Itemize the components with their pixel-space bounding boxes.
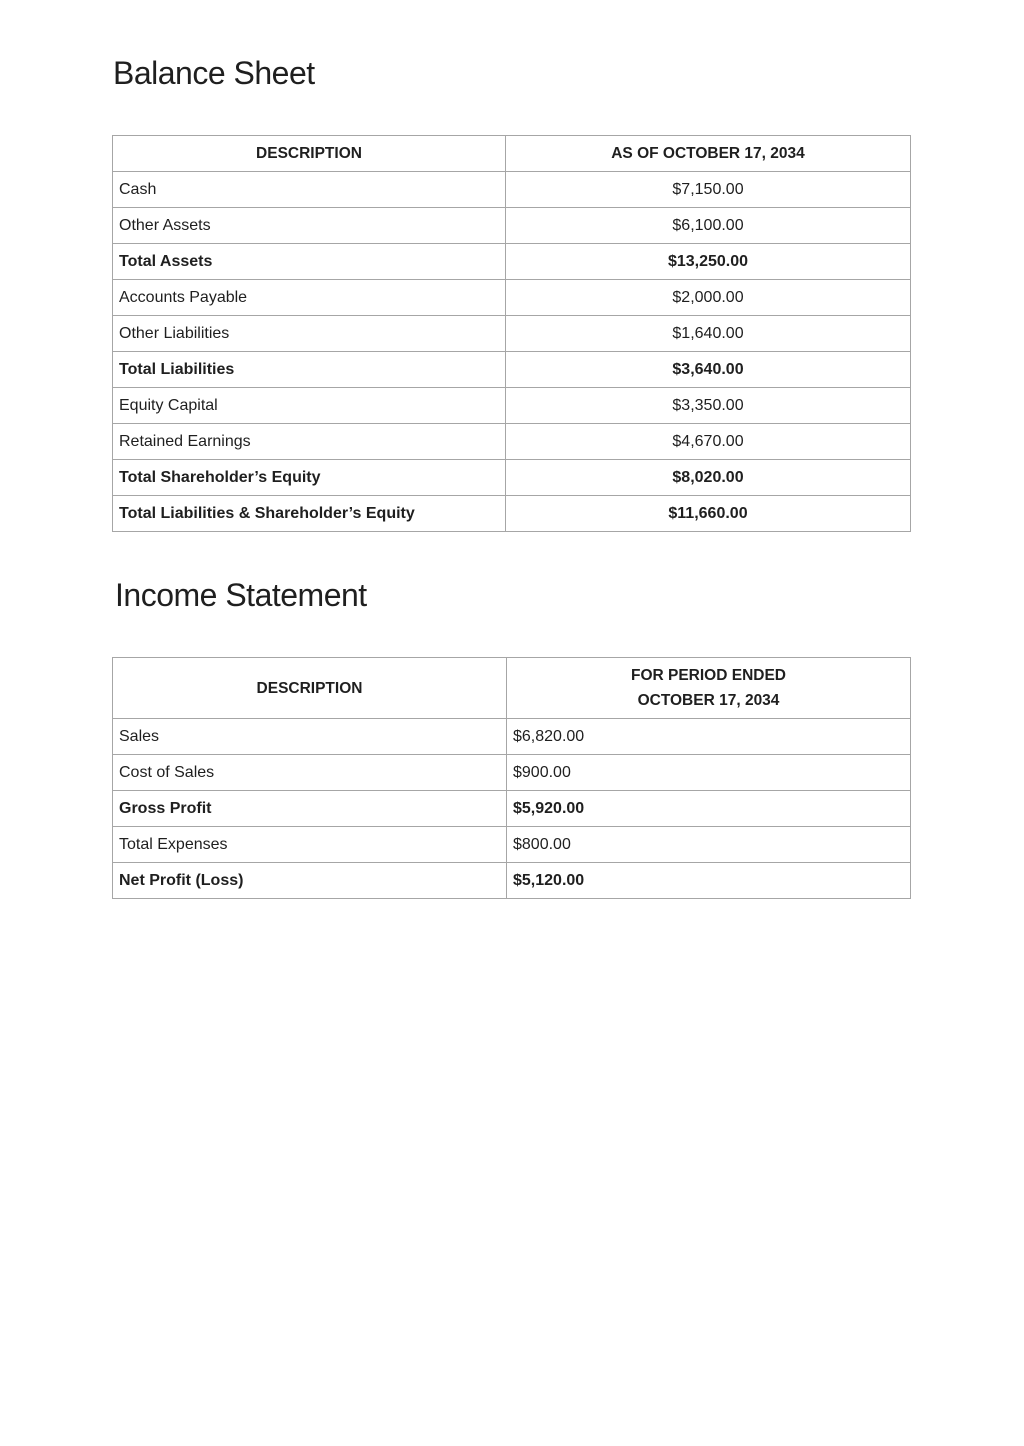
table-row	[113, 208, 911, 244]
total-row	[113, 244, 911, 280]
total-row	[113, 496, 911, 532]
balance-sheet-title: Balance Sheet	[113, 55, 315, 91]
row-value: $11,660.00	[506, 496, 911, 532]
row-label: Total Expenses	[113, 827, 507, 863]
income-statement-title: Income Statement	[115, 577, 367, 613]
row-value: $5,120.00	[507, 863, 911, 899]
row-label: Cost of Sales	[113, 755, 507, 791]
row-value: $6,820.00	[507, 719, 911, 755]
total-row	[113, 352, 911, 388]
column-header-period	[507, 658, 911, 719]
column-header-as-of-date: AS OF OCTOBER 17, 2034	[506, 136, 911, 172]
row-label: Sales	[113, 719, 507, 755]
period-header-line-2: OCTOBER 17, 2034	[637, 692, 780, 709]
column-header-description: DESCRIPTION	[113, 658, 507, 719]
row-label: Cash	[113, 172, 506, 208]
row-label: Total Liabilities & Shareholder’s Equity	[113, 496, 506, 532]
table-row	[113, 719, 911, 755]
period-header-line-1: FOR PERIOD ENDED	[630, 667, 786, 684]
total-row	[113, 791, 911, 827]
row-label: Total Liabilities	[113, 352, 506, 388]
table-row	[113, 172, 911, 208]
balance-sheet-table	[112, 135, 911, 532]
row-label: Gross Profit	[113, 791, 507, 827]
table-row	[113, 424, 911, 460]
row-value: $800.00	[507, 827, 911, 863]
table-row	[113, 755, 911, 791]
row-label: Other Liabilities	[113, 316, 506, 352]
row-label: Total Assets	[113, 244, 506, 280]
row-value: $2,000.00	[506, 280, 911, 316]
income-statement-table	[112, 657, 911, 899]
row-label: Accounts Payable	[113, 280, 506, 316]
row-value: $13,250.00	[506, 244, 911, 280]
row-label: Retained Earnings	[113, 424, 506, 460]
row-value: $3,350.00	[506, 388, 911, 424]
row-value: $8,020.00	[506, 460, 911, 496]
row-label: Net Profit (Loss)	[113, 863, 507, 899]
column-header-description: DESCRIPTION	[113, 136, 506, 172]
row-value: $1,640.00	[506, 316, 911, 352]
table-row	[113, 827, 911, 863]
row-value: $900.00	[507, 755, 911, 791]
row-value: $3,640.00	[506, 352, 911, 388]
table-header-row	[113, 658, 911, 719]
row-label: Total Shareholder’s Equity	[113, 460, 506, 496]
table-row	[113, 388, 911, 424]
table-row	[113, 316, 911, 352]
row-value: $5,920.00	[507, 791, 911, 827]
row-label: Equity Capital	[113, 388, 506, 424]
row-value: $6,100.00	[506, 208, 911, 244]
row-label: Other Assets	[113, 208, 506, 244]
table-header-row	[113, 136, 911, 172]
total-row	[113, 863, 911, 899]
total-row	[113, 460, 911, 496]
row-value: $4,670.00	[506, 424, 911, 460]
table-row	[113, 280, 911, 316]
row-value: $7,150.00	[506, 172, 911, 208]
